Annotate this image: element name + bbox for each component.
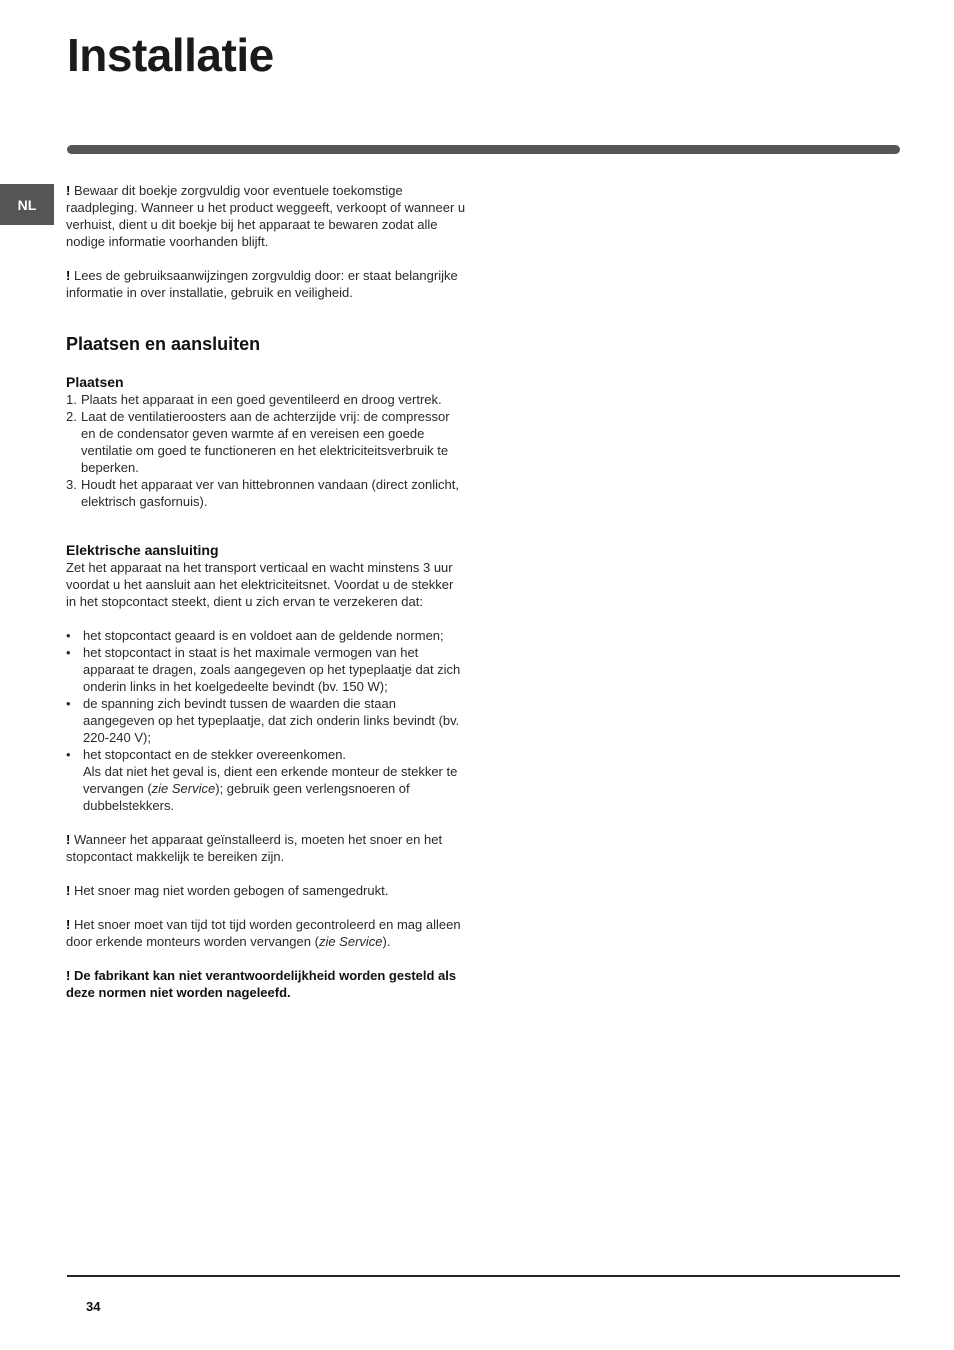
list-number: 3. — [66, 477, 77, 492]
list-item — [66, 476, 466, 510]
bullet-icon: • — [66, 645, 71, 660]
manufacturer-disclaimer — [66, 967, 466, 1001]
footer-divider — [67, 1275, 900, 1277]
title-divider — [67, 145, 900, 154]
page-number: 34 — [86, 1299, 101, 1314]
warning-mark: ! — [66, 183, 71, 198]
bullet-icon: • — [66, 747, 71, 762]
list-item — [66, 408, 466, 476]
placing-heading: Plaatsen — [66, 374, 124, 390]
service-reference: zie Service — [151, 781, 216, 796]
warning-text: Wanneer het apparaat geïnstalleerd is, moeten het snoer en het stopcontact makkelijk te bereiken zijn. — [66, 832, 443, 864]
list-item-text: Plaats het apparaat in een goed geventileerd en droog vertrek. — [81, 392, 442, 407]
list-item-text: Houdt het apparaat ver van hittebronnen vandaan (direct zonlicht, elektrisch gasfornuis). — [81, 477, 459, 509]
electrical-intro: Zet het apparaat na het transport verticaal en wacht minstens 3 uur voordat u het aansluit aan het elektriciteitsnet. Voordat u de stekker in het stopcontact steekt, dient u zich ervan te verzekeren dat: — [66, 560, 454, 609]
page-title: Installatie — [67, 29, 274, 81]
warning-mark: ! — [66, 917, 71, 932]
content-column — [66, 182, 466, 1001]
electrical-checklist — [66, 627, 466, 814]
list-item-text: ); gebruik geen verlengsnoeren of dubbelstekkers. — [83, 781, 410, 813]
list-item-text: het stopcontact en de stekker overeenkomen. — [83, 747, 347, 762]
list-item-text: Als dat niet het geval is, dient een erkende monteur de stekker te vervangen ( — [83, 764, 458, 796]
list-item-text: de spanning zich bevindt tussen de waarden die staan aangegeven op het typeplaatje, dat zich onderin links bevindt (bv. 220-240 V); — [83, 696, 460, 745]
list-number: 1. — [66, 392, 77, 407]
intro-paragraph-1 — [66, 182, 466, 250]
intro-paragraph-2 — [66, 267, 466, 301]
list-item-text: het stopcontact geaard is en voldoet aan de geldende normen; — [83, 628, 444, 643]
placing-list — [66, 391, 466, 510]
list-number: 2. — [66, 409, 77, 424]
bullet-icon: • — [66, 696, 71, 711]
bullet-icon: • — [66, 628, 71, 643]
warning-text: ). — [382, 934, 391, 949]
language-tab: NL — [0, 184, 54, 225]
warning-mark: ! — [66, 268, 71, 283]
intro-text-2: Lees de gebruiksaanwijzingen zorgvuldig door: er staat belangrijke informatie in over installatie, gebruik en veiligheid. — [66, 268, 458, 300]
service-reference: zie Service — [318, 934, 383, 949]
electrical-heading: Elektrische aansluiting — [66, 542, 219, 558]
warning-text: Het snoer moet van tijd tot tijd worden gecontroleerd en mag alleen door erkende monteurs worden vervangen ( — [66, 917, 461, 949]
warning-mark: ! — [66, 883, 71, 898]
warning-paragraph — [66, 831, 466, 865]
list-item-text: het stopcontact in staat is het maximale vermogen van het apparaat te dragen, zoals aangegeven op het typeplaatje dat zich onderin links in het koelgedeelte bevindt (bv. 150 W); — [83, 645, 461, 694]
list-item-text: Laat de ventilatieroosters aan de achterzijde vrij: de compressor en de condensator geven warmte af en vereisen een goede ventilatie om goed te functioneren en het elektriciteitsverbruik te beperken. — [81, 409, 450, 475]
list-item — [66, 391, 466, 408]
warning-paragraph — [66, 916, 466, 950]
warning-text: Het snoer mag niet worden gebogen of samengedrukt. — [73, 883, 389, 898]
warning-mark: ! — [66, 832, 71, 847]
disclaimer-text: De fabrikant kan niet verantwoordelijkheid worden gesteld als deze normen niet worden nageleefd. — [66, 968, 457, 1000]
list-item — [66, 746, 466, 814]
intro-text-1: Bewaar dit boekje zorgvuldig voor eventuele toekomstige raadpleging. Wanneer u het product weggeeft, verkoopt of wanneer u verhuist, dient u dit boekje bij het apparaat te bewaren zodat alle nodige informatie voorhanden blijft. — [66, 183, 466, 249]
list-item — [66, 627, 466, 644]
warning-paragraph — [66, 882, 466, 899]
warning-mark: ! — [66, 968, 71, 983]
list-item — [66, 695, 466, 746]
list-item — [66, 644, 466, 695]
section-heading: Plaatsen en aansluiten — [66, 334, 261, 354]
